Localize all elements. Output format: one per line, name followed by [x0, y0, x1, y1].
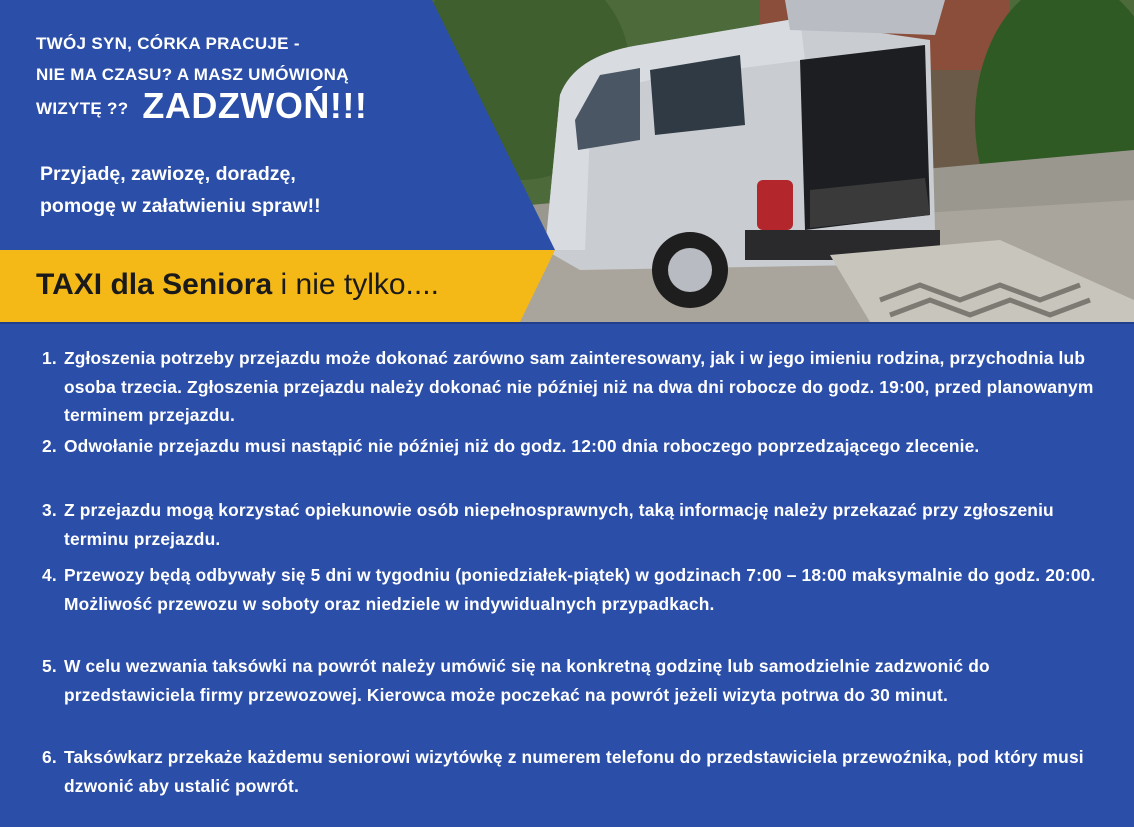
rule-text: Zgłoszenia potrzeby przejazdu może dokonać zarówno sam zainteresowany, jak i w jego imieniu rodzina, przychodnia lub osoba trzecia. Zgłoszenia przejazdu należy dokonać nie później niż na dwa dni robocze do godz. 19:00, przed planowanym terminem przejazdu.	[64, 348, 1094, 425]
rule-number: 5.	[42, 656, 57, 676]
headline-line-2: NIE MA CZASU? A MASZ UMÓWIONĄ	[36, 65, 349, 84]
tail-light	[757, 180, 793, 230]
rule-item	[42, 496, 1102, 553]
rule-number: 3.	[42, 500, 57, 520]
headline-line-3	[36, 85, 476, 126]
call-out: ZADZWOŃ!!!	[142, 85, 368, 126]
banner-title-bold: TAXI dla Seniora	[36, 268, 273, 301]
headline	[36, 28, 476, 124]
rules-section	[0, 322, 1134, 827]
rule-text: Taksówkarz przekaże każdemu seniorowi wizytówkę z numerem telefonu do przedstawiciela przewoźnika, pod który musi dzwonić aby ustalić powrót.	[64, 747, 1084, 796]
subline-2: pomogę w załatwieniu spraw!!	[40, 195, 321, 217]
rule-text: Przewozy będą odbywały się 5 dni w tygodniu (poniedziałek-piątek) w godzinach 7:00 – 18:00 maksymalnie do godz. 20:00. Możliwość przewozu w soboty oraz niedziele w indywidualnych przypadkach.	[64, 565, 1096, 614]
subline	[40, 158, 460, 222]
rule-text: Odwołanie przejazdu musi nastąpić nie później niż do godz. 12:00 dnia roboczego poprzedzającego zlecenie.	[64, 436, 980, 456]
rule-item	[42, 652, 1102, 709]
rule-number: 4.	[42, 565, 57, 585]
banner-title	[36, 268, 439, 302]
rule-item	[42, 344, 1102, 430]
banner-title-rest: i nie tylko....	[272, 268, 439, 301]
rule-text: Z przejazdu mogą korzystać opiekunowie osób niepełnosprawnych, taką informację należy przekazać przy zgłoszeniu terminu przejazdu.	[64, 500, 1054, 549]
rule-number: 1.	[42, 348, 57, 368]
rear-door	[785, 0, 945, 35]
headline-line-1: TWÓJ SYN, CÓRKA PRACUJE -	[36, 34, 300, 53]
rule-text: W celu wezwania taksówki na powrót należy umówić się na konkretną godzinę lub samodzielnie zadzwonić do przedstawiciela firmy przewozowej. Kierowca może poczekać na powrót jeżeli wizyta potrwa do 30 minut.	[64, 656, 990, 705]
rule-item	[42, 561, 1102, 618]
headline-visit: WIZYTĘ ??	[36, 99, 129, 118]
subline-1: Przyjadę, zawiozę, doradzę,	[40, 163, 296, 185]
rule-item	[42, 743, 1102, 800]
rule-item	[42, 432, 1102, 461]
rule-number: 2.	[42, 436, 57, 456]
rule-number: 6.	[42, 747, 57, 767]
